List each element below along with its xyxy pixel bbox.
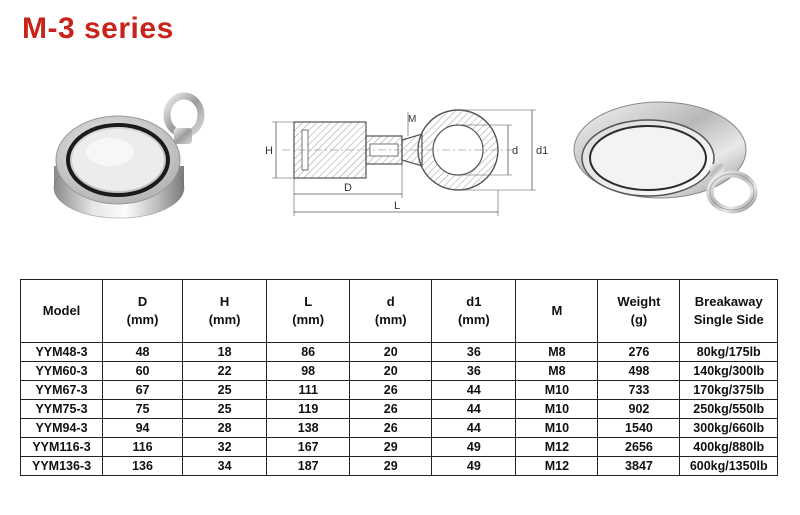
cell-d1: 44 <box>432 419 516 438</box>
cell-breakaway: 80kg/175lb <box>680 343 778 362</box>
drawing-label-d-inner: d <box>512 145 519 157</box>
cell-d: 67 <box>103 381 183 400</box>
cell-weight: 498 <box>598 362 680 381</box>
table-row <box>21 438 778 457</box>
table-row <box>21 362 778 381</box>
cell-d1: 49 <box>432 438 516 457</box>
cell-d-inner: 20 <box>350 362 432 381</box>
cell-m: M12 <box>516 457 598 476</box>
cell-m: M10 <box>516 381 598 400</box>
cell-d-inner: 20 <box>350 343 432 362</box>
cell-d1: 36 <box>432 343 516 362</box>
header-weight: Weight (g) <box>598 280 680 343</box>
cell-model: YYM94-3 <box>21 419 103 438</box>
cell-d: 60 <box>103 362 183 381</box>
cell-d: 94 <box>103 419 183 438</box>
cell-d1: 49 <box>432 457 516 476</box>
cell-d: 136 <box>103 457 183 476</box>
cell-d1: 44 <box>432 400 516 419</box>
header-h: H (mm) <box>183 280 267 343</box>
cell-model: YYM116-3 <box>21 438 103 457</box>
magnet-photo <box>32 88 232 228</box>
specifications-table <box>20 279 778 476</box>
cell-breakaway: 140kg/300lb <box>680 362 778 381</box>
cell-h: 25 <box>183 400 267 419</box>
drawing-label-l: L <box>394 200 401 212</box>
cell-weight: 902 <box>598 400 680 419</box>
cell-m: M10 <box>516 400 598 419</box>
cell-m: M12 <box>516 438 598 457</box>
cell-d-inner: 26 <box>350 400 432 419</box>
magnet-side-photo <box>560 92 790 232</box>
cell-h: 28 <box>183 419 267 438</box>
cell-m: M10 <box>516 419 598 438</box>
cell-d-inner: 29 <box>350 438 432 457</box>
cell-d-inner: 26 <box>350 381 432 400</box>
cell-m: M8 <box>516 362 598 381</box>
cell-model: YYM48-3 <box>21 343 103 362</box>
cell-d-inner: 29 <box>350 457 432 476</box>
cell-l: 111 <box>267 381 350 400</box>
cell-model: YYM75-3 <box>21 400 103 419</box>
cell-breakaway: 250kg/550lb <box>680 400 778 419</box>
cell-d1: 44 <box>432 381 516 400</box>
table-row <box>21 400 778 419</box>
cell-h: 32 <box>183 438 267 457</box>
header-d: D (mm) <box>103 280 183 343</box>
cell-model: YYM136-3 <box>21 457 103 476</box>
cell-h: 22 <box>183 362 267 381</box>
table-header-row <box>21 280 778 343</box>
cell-breakaway: 300kg/660lb <box>680 419 778 438</box>
header-breakaway: Breakaway Single Side <box>680 280 778 343</box>
cell-weight: 3847 <box>598 457 680 476</box>
cell-breakaway: 600kg/1350lb <box>680 457 778 476</box>
technical-drawing <box>262 92 552 220</box>
cell-breakaway: 400kg/880lb <box>680 438 778 457</box>
table-row <box>21 343 778 362</box>
drawing-label-d-outer: D <box>344 182 352 194</box>
cell-l: 119 <box>267 400 350 419</box>
drawing-label-d1: d1 <box>536 145 549 157</box>
cell-weight: 276 <box>598 343 680 362</box>
table-row <box>21 457 778 476</box>
cell-h: 25 <box>183 381 267 400</box>
cell-l: 138 <box>267 419 350 438</box>
cell-d: 48 <box>103 343 183 362</box>
header-l: L (mm) <box>267 280 350 343</box>
cell-d: 75 <box>103 400 183 419</box>
table-row <box>21 381 778 400</box>
page-title: M-3 series <box>22 12 174 45</box>
header-d-inner: d (mm) <box>350 280 432 343</box>
cell-d1: 36 <box>432 362 516 381</box>
cell-breakaway: 170kg/375lb <box>680 381 778 400</box>
cell-d-inner: 26 <box>350 419 432 438</box>
table-row <box>21 419 778 438</box>
cell-model: YYM60-3 <box>21 362 103 381</box>
cell-h: 34 <box>183 457 267 476</box>
cell-weight: 1540 <box>598 419 680 438</box>
cell-model: YYM67-3 <box>21 381 103 400</box>
drawing-label-h: H <box>265 145 273 157</box>
cell-h: 18 <box>183 343 267 362</box>
cell-l: 98 <box>267 362 350 381</box>
drawing-label-m: M <box>408 114 417 125</box>
cell-l: 86 <box>267 343 350 362</box>
cell-l: 187 <box>267 457 350 476</box>
cell-m: M8 <box>516 343 598 362</box>
header-m: M <box>516 280 598 343</box>
cell-weight: 733 <box>598 381 680 400</box>
header-d1: d1 (mm) <box>432 280 516 343</box>
header-model: Model <box>21 280 103 343</box>
cell-weight: 2656 <box>598 438 680 457</box>
cell-l: 167 <box>267 438 350 457</box>
cell-d: 116 <box>103 438 183 457</box>
